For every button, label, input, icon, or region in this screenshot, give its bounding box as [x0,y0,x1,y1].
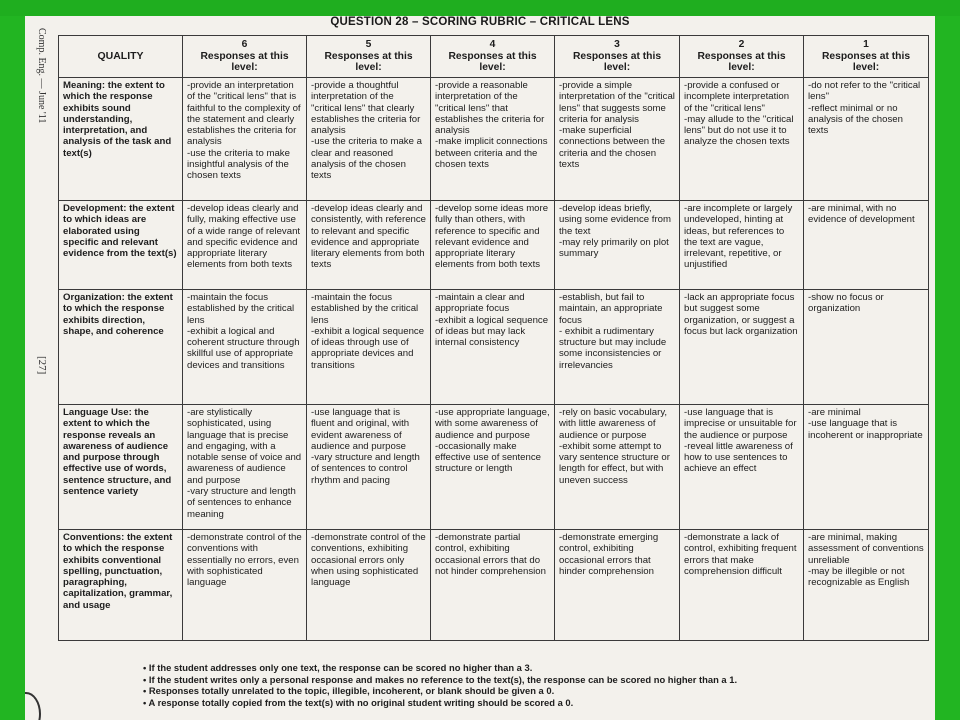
rubric-cell: -rely on basic vocabulary, with little awareness of audience or purpose -exhibit some attempt to vary sentence structure or length for effect, but with uneven success [555,405,680,530]
column-header: 3 Responses at this level: [555,36,680,78]
column-header: 4 Responses at this level: [431,36,555,78]
rubric-cell: -are minimal -use language that is incoherent or inappropriate [804,405,929,530]
rubric-cell: -develop some ideas more fully than others, with reference to specific and relevant evidence and appropriate literary elements from both texts [431,201,555,290]
rubric-cell: -demonstrate emerging control, exhibiting occasional errors that hinder comprehension [555,530,680,641]
scanned-page [25,16,935,720]
page-circle-mark [25,692,41,720]
rubric-cell: -maintain the focus established by the critical lens -exhibit a logical sequence of ideas through use of appropriate devices and transitions [307,290,431,405]
rubric-cell: -are stylistically sophisticated, using language that is precise and engaging, with a notable sense of voice and awareness of audience and purpose -vary structure and length of sentences to enhance meaning [183,405,307,530]
rubric-cell: -use language that is fluent and original, with evident awareness of audience and purpose -vary structure and length of sentences to control rhythm and pacing [307,405,431,530]
rubric-cell: -demonstrate control of the conventions, exhibiting occasional errors only when using sophisticated language [307,530,431,641]
rubric-cell: -show no focus or organization [804,290,929,405]
column-header: 2 Responses at this level: [680,36,804,78]
rubric-cell: -develop ideas clearly and fully, making effective use of a wide range of relevant and specific evidence and appropriate literary elements from both texts [183,201,307,290]
table-row [59,78,929,201]
table-row [59,530,929,641]
rubric-cell: -lack an appropriate focus but suggest some organization, or suggest a focus but lack organization [680,290,804,405]
table-row [59,201,929,290]
note-item: • A response totally copied from the text(s) with no original student writing should be scored a 0. [143,696,574,708]
table-row [59,290,929,405]
page-number: [27] [36,356,48,375]
quality-cell: Meaning: the extent to which the response exhibits sound understanding, interpretation, and analysis of the task and text(s) [59,78,183,201]
rubric-cell: -are minimal, making assessment of conventions unreliable -may be illegible or not recognizable as English [804,530,929,641]
rubric-table [58,35,929,641]
quality-cell: Organization: the extent to which the response exhibits direction, shape, and coherence [59,290,183,405]
rubric-cell: -maintain a clear and appropriate focus -exhibit a logical sequence of ideas but may lack internal consistency [431,290,555,405]
rubric-cell: -provide a thoughtful interpretation of the "critical lens" that clearly establishes the criteria for analysis -use the criteria to make a clear and reasoned analysis of the chosen texts [307,78,431,201]
rubric-cell: -use appropriate language, with some awareness of audience and purpose -occasionally make effective use of sentence structure or length [431,405,555,530]
side-header: Comp. Eng. — June '11 [36,28,47,124]
page-title: QUESTION 28 – SCORING RUBRIC – CRITICAL LENS [330,16,630,28]
table-header-row [59,36,929,78]
rubric-cell: -demonstrate partial control, exhibiting occasional errors that do not hinder comprehension [431,530,555,641]
column-header: 1 Responses at this level: [804,36,929,78]
rubric-cell: -demonstrate a lack of control, exhibiting frequent errors that make comprehension difficult [680,530,804,641]
note-item: • If the student addresses only one text, the response can be scored no higher than a 3. [143,662,533,673]
column-header: 5 Responses at this level: [307,36,431,78]
rubric-cell: -are incomplete or largely undeveloped, hinting at ideas, but references to the text are vague, irrelevant, repetitive, or unjustified [680,201,804,290]
quality-cell: Language Use: the extent to which the response reveals an awareness of audience and purpose through effective use of words, sentence structure, and sentence variety [59,405,183,530]
rubric-cell: -provide a simple interpretation of the "critical lens" that suggests some criteria for analysis -make superficial connections between the criteria and the chosen texts [555,78,680,201]
rubric-cell: -provide an interpretation of the "critical lens" that is faithful to the complexity of the statement and clearly establishes the criteria for analysis -use the criteria to make insightful analysis of the chosen texts [183,78,307,201]
rubric-cell: -provide a confused or incomplete interpretation of the "critical lens" -may allude to the "critical lens" but do not use it to analyze the chosen texts [680,78,804,201]
note-item: • Responses totally unrelated to the topic, illegible, incoherent, or blank should be given a 0. [143,685,555,697]
rubric-cell: -develop ideas briefly, using some evidence from the text -may rely primarily on plot summary [555,201,680,290]
rubric-cell: -maintain the focus established by the critical lens -exhibit a logical and coherent structure through skillful use of appropriate devices and transitions [183,290,307,405]
rubric-cell: -demonstrate control of the conventions with essentially no errors, even with sophisticated language [183,530,307,641]
quality-cell: Conventions: the extent to which the response exhibits conventional spelling, punctuation, paragraphing, capitalization, grammar, and usage [59,530,183,641]
top-border [0,0,960,16]
rubric-cell: -do not refer to the "critical lens" -reflect minimal or no analysis of the chosen texts [804,78,929,201]
column-header: 6 Responses at this level: [183,36,307,78]
rubric-cell: -are minimal, with no evidence of development [804,201,929,290]
quality-cell: Development: the extent to which ideas are elaborated using specific and relevant evidence from the text(s) [59,201,183,290]
rubric-cell: -provide a reasonable interpretation of the "critical lens" that establishes the criteria for analysis -make implicit connections between criteria and the chosen texts [431,78,555,201]
rubric-cell: -use language that is imprecise or unsuitable for the audience or purpose -reveal little awareness of how to use sentences to achieve an effect [680,405,804,530]
note-item: • If the student writes only a personal response and makes no reference to the text(s), the response can be scored no higher than a 1. [143,673,738,685]
table-row [59,405,929,530]
column-header-quality: QUALITY [59,36,183,78]
rubric-cell: -establish, but fail to maintain, an appropriate focus - exhibit a rudimentary structure but may include some inconsistencies or irrelevancies [555,290,680,405]
rubric-cell: -develop ideas clearly and consistently, with reference to relevant and specific evidence and appropriate literary elements from both texts [307,201,431,290]
scoring-notes [143,662,923,708]
